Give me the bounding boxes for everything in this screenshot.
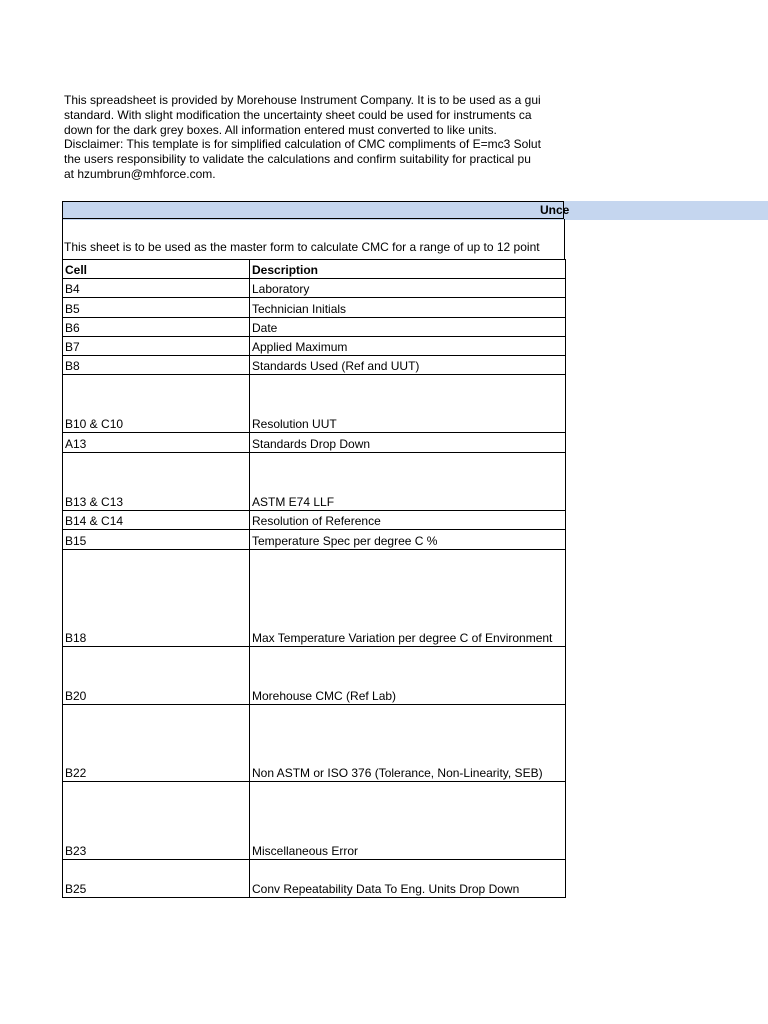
intro-line: at hzumbrun@mhforce.com. (64, 166, 216, 181)
table-row (63, 530, 566, 550)
table-row (63, 705, 566, 782)
cell-description[interactable]: Resolution UUT (250, 375, 566, 433)
cell-description[interactable]: Standards Used (Ref and UUT) (250, 356, 566, 375)
cell-ref[interactable]: B14 & C14 (63, 511, 250, 530)
frame-right-border (564, 219, 565, 259)
cell-ref[interactable]: B8 (63, 356, 250, 375)
frame-left-border (62, 219, 63, 259)
cell-description[interactable]: Miscellaneous Error (250, 782, 566, 860)
cell-description[interactable]: Resolution of Reference (250, 511, 566, 530)
intro-line: This spreadsheet is provided by Morehouse Instrument Company. It is to be used as a gui (64, 93, 541, 107)
intro-line: standard. With slight modification the uncertainty sheet could be used for instruments ca (64, 107, 532, 122)
cell-description[interactable]: Standards Drop Down (250, 433, 566, 453)
cell-ref[interactable]: B4 (63, 279, 250, 298)
cell-ref[interactable]: B15 (63, 530, 250, 550)
intro-text (64, 93, 564, 182)
cell-ref[interactable]: B22 (63, 705, 250, 782)
cell-ref[interactable]: B13 & C13 (63, 453, 250, 511)
table-row (63, 433, 566, 453)
table-row (63, 860, 566, 898)
header-title: Unce (540, 203, 570, 217)
table-row (63, 550, 566, 647)
cell-description-table (62, 259, 566, 898)
table-header-row (63, 260, 566, 279)
column-header-cell: Cell (63, 260, 250, 279)
cell-description[interactable]: Technician Initials (250, 298, 566, 318)
cell-description[interactable]: Conv Repeatability Data To Eng. Units Drop Down (250, 860, 566, 898)
cell-ref[interactable]: B18 (63, 550, 250, 647)
table-row (63, 298, 566, 318)
table-row (63, 337, 566, 356)
cell-description[interactable]: Date (250, 318, 566, 337)
intro-line: the users responsibility to validate the calculations and confirm suitability for practical pu (64, 152, 531, 167)
cell-description[interactable]: Morehouse CMC (Ref Lab) (250, 647, 566, 705)
cell-description[interactable]: Max Temperature Variation per degree C of Environment (250, 550, 566, 647)
cell-ref[interactable]: B7 (63, 337, 250, 356)
intro-line: down for the dark grey boxes. All information entered must converted to like units. (64, 122, 497, 137)
column-header-description: Description (250, 260, 566, 279)
cell-ref[interactable]: B20 (63, 647, 250, 705)
table-row (63, 279, 566, 298)
cell-description[interactable]: Temperature Spec per degree C % (250, 530, 566, 550)
cell-ref[interactable]: B5 (63, 298, 250, 318)
cell-ref[interactable]: B25 (63, 860, 250, 898)
cell-ref[interactable]: B23 (63, 782, 250, 860)
cell-ref[interactable]: B6 (63, 318, 250, 337)
table-row (63, 453, 566, 511)
table-row (63, 318, 566, 337)
table-row (63, 356, 566, 375)
table-row (63, 375, 566, 433)
table-row (63, 511, 566, 530)
cell-description[interactable]: Laboratory (250, 279, 566, 298)
header-band-border (62, 201, 570, 219)
cell-description[interactable]: ASTM E74 LLF (250, 453, 566, 511)
cell-description[interactable]: Non ASTM or ISO 376 (Tolerance, Non-Linearity, SEB) (250, 705, 566, 782)
cell-ref[interactable]: A13 (63, 433, 250, 453)
cell-description[interactable]: Applied Maximum (250, 337, 566, 356)
table-row (63, 647, 566, 705)
intro-line: Disclaimer: This template is for simplified calculation of CMC compliments of E=mc3 Solut (64, 137, 541, 152)
sheet-note: This sheet is to be used as the master form to calculate CMC for a range of up to 12 point (64, 240, 540, 254)
table-row (63, 782, 566, 860)
cell-ref[interactable]: B10 & C10 (63, 375, 250, 433)
